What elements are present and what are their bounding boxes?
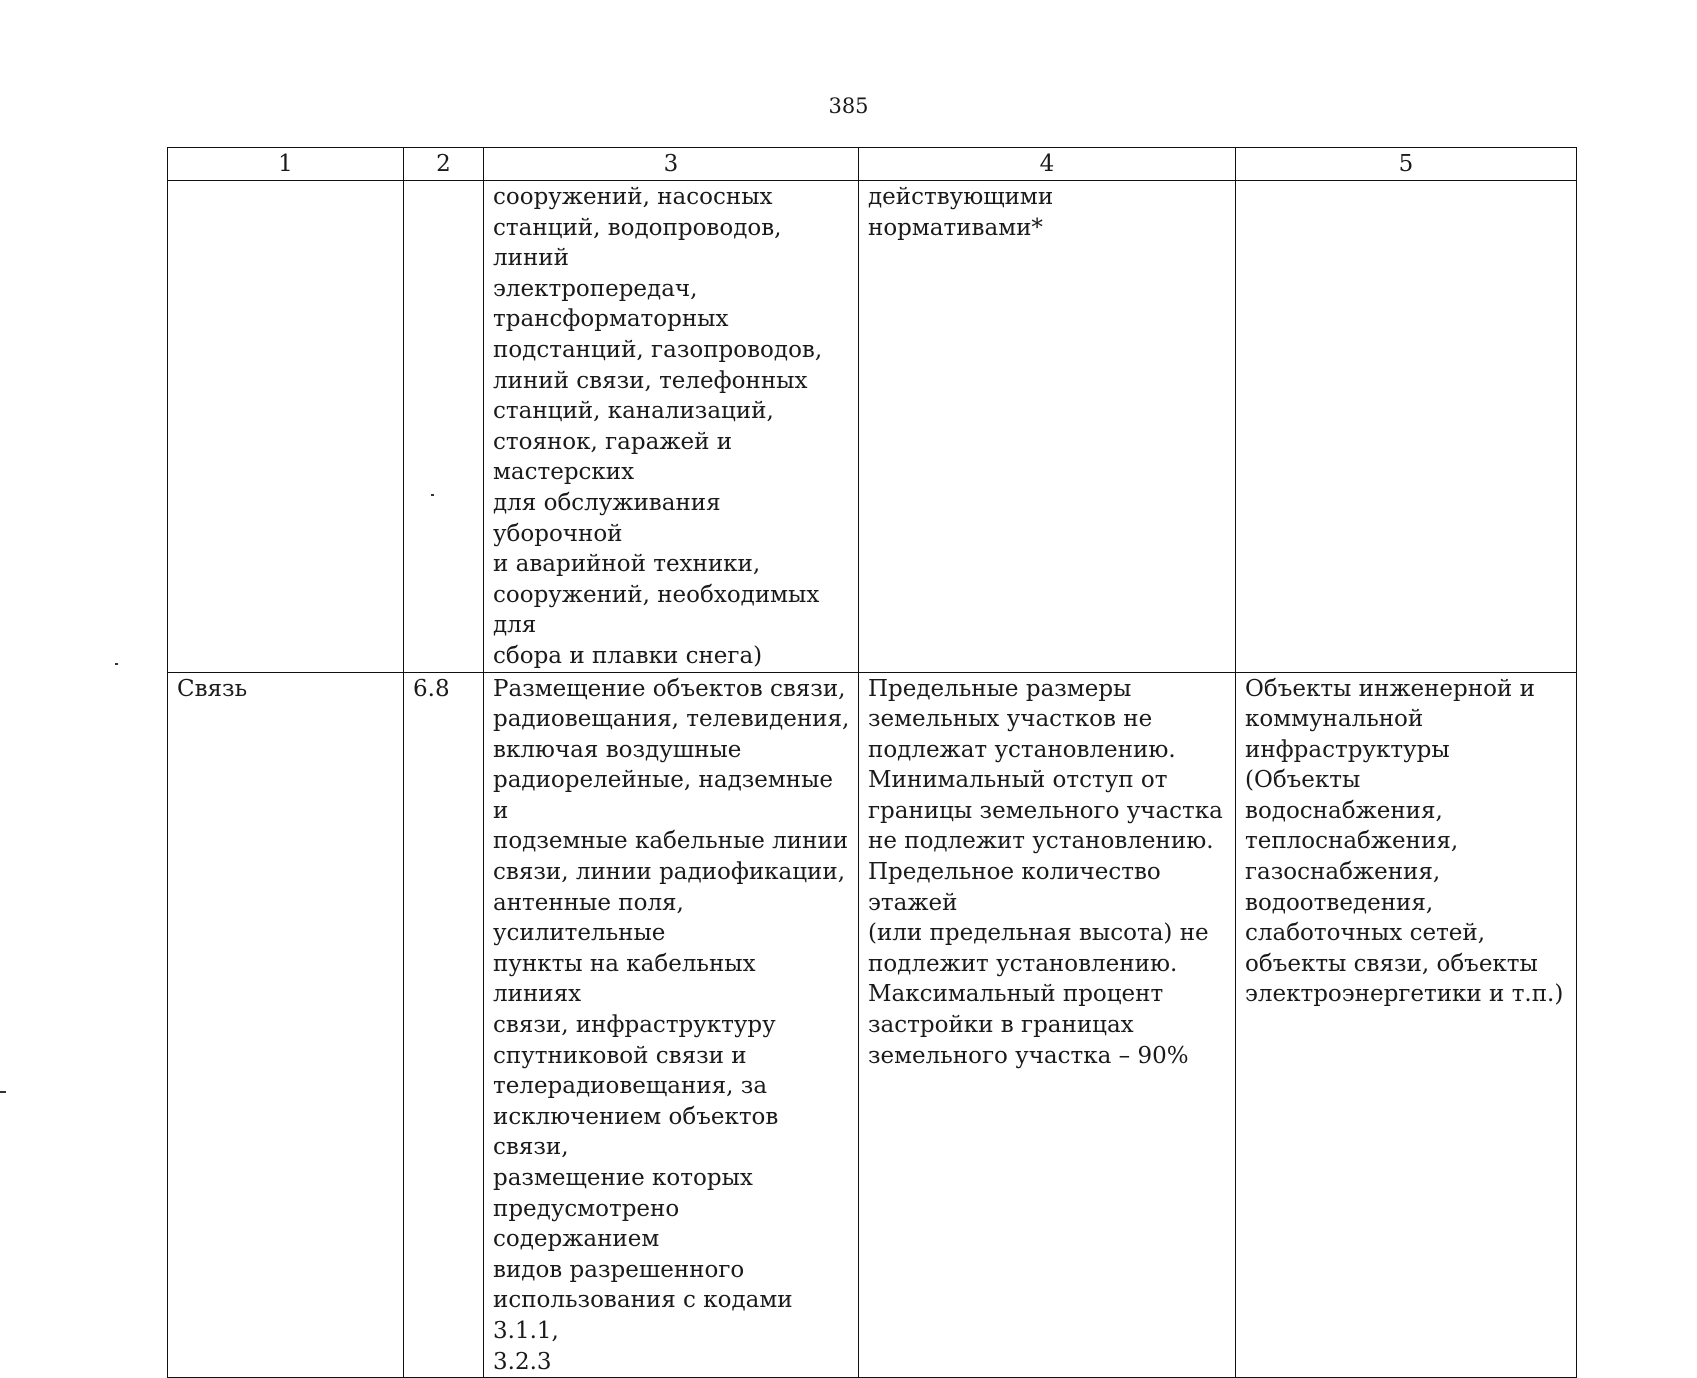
column-header-5: 5 <box>1236 148 1577 181</box>
cell-use-type <box>168 181 404 673</box>
scan-mark <box>0 1091 6 1093</box>
cell-code: 6.8 <box>404 672 484 1378</box>
column-header-2: 2 <box>404 148 484 181</box>
scan-speck <box>431 494 434 496</box>
page-number: 385 <box>828 94 869 118</box>
column-header-1: 1 <box>168 148 404 181</box>
header-row <box>168 148 1577 181</box>
scan-speck <box>115 663 118 665</box>
table-row <box>168 181 1577 673</box>
column-header-3: 3 <box>484 148 859 181</box>
cell-parameters: действующими нормативами* <box>859 181 1236 673</box>
table-row <box>168 672 1577 1378</box>
cell-parameters: Предельные размеры земельных участков не подлежат установлению. Минимальный отступ от границы земельного участка не подлежит установлению. Предельное количество этажей (или предельная высота) не подлежит установлению. Максимальный процент застройки в границах земельного участка – 90% <box>859 672 1236 1378</box>
cell-description: Размещение объектов связи, радиовещания, телевидения, включая воздушные радиорелейные, надземные и подземные кабельные линии связи, линии радиофикации, антенные поля, усилительные пункты на кабельных линиях связи, инфраструктуру спутниковой связи и телерадиовещания, за исключением объектов связи, размещение которых предусмотрено содержанием видов разрешенного использования с кодами 3.1.1, 3.2.3 <box>484 672 859 1378</box>
zoning-table <box>167 147 1577 1378</box>
cell-allowed-objects <box>1236 181 1577 673</box>
cell-use-type: Связь <box>168 672 404 1378</box>
cell-allowed-objects: Объекты инженерной и коммунальной инфраструктуры (Объекты водоснабжения, теплоснабжения, газоснабжения, водоотведения, слаботочных сетей, объекты связи, объекты электроэнергетики и т.п.) <box>1236 672 1577 1378</box>
column-header-4: 4 <box>859 148 1236 181</box>
cell-code <box>404 181 484 673</box>
table-header <box>168 148 1577 181</box>
cell-description: сооружений, насосных станций, водопроводов, линий электропередач, трансформаторных подстанций, газопроводов, линий связи, телефонных станций, канализаций, стоянок, гаражей и мастерских для обслуживания уборочной и аварийной техники, сооружений, необходимых для сбора и плавки снега) <box>484 181 859 673</box>
